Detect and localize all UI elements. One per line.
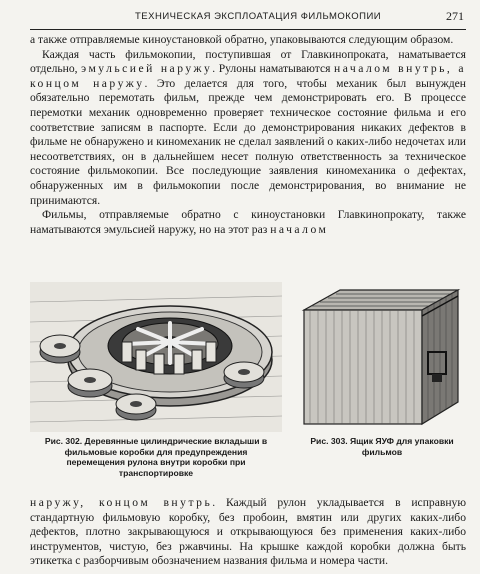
paragraph-1: а также отправляемые киноустановкой обратно, упаковываются следующим образом.: [30, 33, 454, 46]
paragraph-4-emphasis: наружу, концом внутрь: [30, 496, 213, 509]
paragraph-4-text: . Каждый рулон укладывается в исправную стандартную фильмовую коробку, без пробоин, вмятин или других каких-либо дефектов, плотно закрывающуюся и открывающуюся без применения каких-либо инструментов, чистую, без ржавчины. На крышке каждой коробки должна быть этикетка с разборчивым обозначением названия фильма и номера части.: [30, 496, 466, 568]
paragraph-3: [30, 208, 466, 237]
figure-303: [298, 282, 466, 457]
paragraph-2-emphasis-a: эмульсией наружу: [81, 62, 213, 76]
lower-text: [30, 496, 466, 569]
running-title: ТЕХНИЧЕСКАЯ ЭКСПЛОАТАЦИЯ ФИЛЬМОКОПИИ: [135, 11, 382, 22]
round-insert-3: [116, 394, 156, 420]
page-number: 271: [446, 9, 464, 23]
paragraph-3-emphasis: началом: [270, 222, 329, 236]
paragraph-2-text-c: . Это делается для того, чтобы механик был вынужден обязательно перемотать фильм, прежде чем демонстрировать его. В процессе перемотки механик одновременно проверяет техническое состояние фильма и его соответствие записям в паспорте. Если до демонстрирования никаких дефектов в фильме не обнаружено и киномеханик не сделал заявлений о каких-либо недочетах или несоответствиях, он в дальнейшем несет полную ответственность за техническое состояние фильмокопии. Все последующие заявления киномеханика о дефектах, обнаруженных им в фильмокопии после демонстрирования, во внимание не принимаются.: [30, 76, 466, 207]
round-insert-1: [40, 335, 80, 363]
running-header: [30, 7, 466, 30]
round-insert-2: [68, 369, 112, 397]
paragraph-2-text-a: Каждая часть фильмокопии, поступившая от Главкинопроката, наматывается отдельно,: [30, 47, 466, 76]
figure-303-caption: Рис. 303. Ящик ЯУФ для упаковки фильмов: [310, 436, 454, 457]
paragraph-2-text-b: . Рулоны наматываются: [212, 62, 334, 76]
round-insert-4: [224, 362, 264, 388]
paragraph-2: [30, 48, 466, 209]
upper-text: [30, 33, 466, 237]
paragraph-3-text: Фильмы, отправляемые обратно с киноустановки Главкинопрокату, также наматываются эмульсией наружу, но на этот раз: [30, 208, 466, 236]
figures-row: [30, 282, 466, 482]
figure-302: [30, 282, 282, 478]
paragraph-4: [30, 496, 466, 569]
film-box-illustration: [298, 282, 466, 432]
figure-302-caption: Рис. 302. Деревянные цилиндрические вкладыши в фильмовые коробки для предупреждения перемещения рулона внутри коробки при транспортировке: [44, 436, 268, 478]
paragraph-2-emphasis-b: началом внутрь, а концом наружу: [30, 62, 466, 90]
film-can-inserts-illustration: [30, 282, 282, 432]
